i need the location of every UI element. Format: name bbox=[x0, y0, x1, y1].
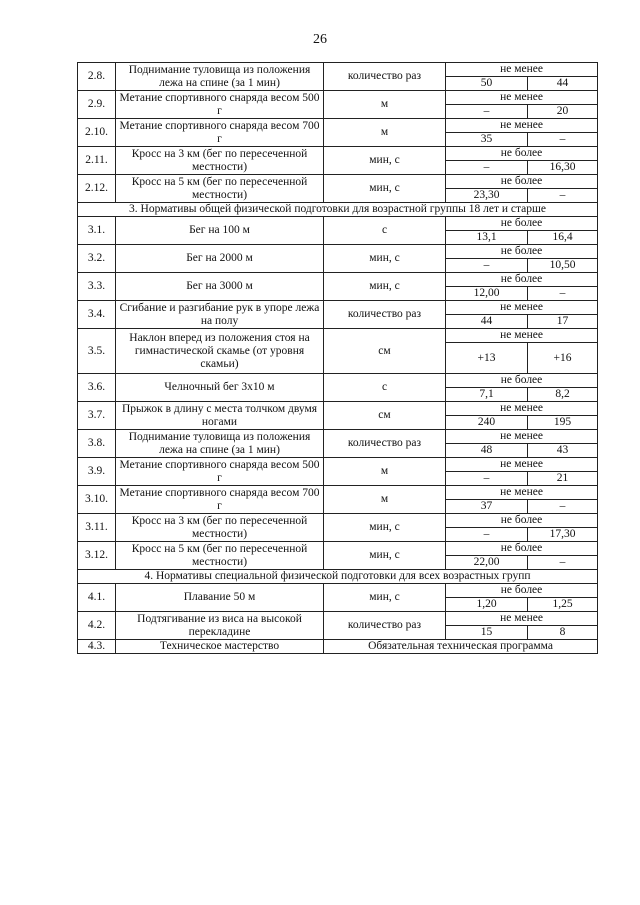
exercise-name: Техническое мастерство bbox=[116, 640, 324, 654]
unit: м bbox=[324, 119, 446, 147]
value-b: 195 bbox=[528, 416, 598, 430]
exercise-name: Бег на 3000 м bbox=[116, 273, 324, 301]
value-a: 240 bbox=[446, 416, 528, 430]
unit: см bbox=[324, 402, 446, 430]
technical-program: Обязательная техническая программа bbox=[324, 640, 598, 654]
row-number: 4.2. bbox=[78, 612, 116, 640]
exercise-name: Метание спортивного снаряда весом 500 г bbox=[116, 91, 324, 119]
normatives-table bbox=[77, 62, 598, 654]
unit: см bbox=[324, 329, 446, 374]
unit: м bbox=[324, 458, 446, 486]
value-a: 44 bbox=[446, 315, 528, 329]
row-number: 3.5. bbox=[78, 329, 116, 374]
exercise-name: Подтягивание из виса на высокой перекладине bbox=[116, 612, 324, 640]
value-b: 8 bbox=[528, 626, 598, 640]
unit: мин, с bbox=[324, 542, 446, 570]
condition: не более bbox=[446, 374, 598, 388]
row-number: 3.1. bbox=[78, 217, 116, 245]
section-header-row bbox=[78, 203, 598, 217]
value-a: 12,00 bbox=[446, 287, 528, 301]
table-row bbox=[78, 458, 598, 472]
value-a: – bbox=[446, 259, 528, 273]
table-row bbox=[78, 640, 598, 654]
condition: не более bbox=[446, 273, 598, 287]
table-row bbox=[78, 175, 598, 189]
value-a: – bbox=[446, 105, 528, 119]
condition: не более bbox=[446, 217, 598, 231]
unit: м bbox=[324, 486, 446, 514]
table-row bbox=[78, 63, 598, 77]
condition: не более bbox=[446, 245, 598, 259]
row-number: 2.11. bbox=[78, 147, 116, 175]
condition: не менее bbox=[446, 402, 598, 416]
unit: количество раз bbox=[324, 63, 446, 91]
unit: мин, с bbox=[324, 147, 446, 175]
normatives-table-body bbox=[78, 63, 598, 654]
row-number: 4.1. bbox=[78, 584, 116, 612]
value-a: 13,1 bbox=[446, 231, 528, 245]
condition: не менее bbox=[446, 430, 598, 444]
value-a: 50 bbox=[446, 77, 528, 91]
page-number: 26 bbox=[313, 32, 327, 47]
table-row bbox=[78, 119, 598, 133]
section-3-title: 3. Нормативы общей физической подготовки для возрастной группы 18 лет и старше bbox=[78, 203, 598, 217]
table-row bbox=[78, 91, 598, 105]
value-b: 17 bbox=[528, 315, 598, 329]
exercise-name: Бег на 2000 м bbox=[116, 245, 324, 273]
unit: м bbox=[324, 91, 446, 119]
value-b: +16 bbox=[528, 343, 598, 374]
value-a: 37 bbox=[446, 500, 528, 514]
table-row bbox=[78, 147, 598, 161]
condition: не менее bbox=[446, 63, 598, 77]
table-row bbox=[78, 542, 598, 556]
unit: количество раз bbox=[324, 612, 446, 640]
exercise-name: Прыжок в длину с места толчком двумя ногами bbox=[116, 402, 324, 430]
condition: не более bbox=[446, 514, 598, 528]
unit: мин, с bbox=[324, 245, 446, 273]
table-row bbox=[78, 273, 598, 287]
table-row bbox=[78, 217, 598, 231]
table-row bbox=[78, 486, 598, 500]
exercise-name: Метание спортивного снаряда весом 700 г bbox=[116, 486, 324, 514]
unit: с bbox=[324, 374, 446, 402]
unit: мин, с bbox=[324, 175, 446, 203]
value-b: 17,30 bbox=[528, 528, 598, 542]
row-number: 3.8. bbox=[78, 430, 116, 458]
value-b: – bbox=[528, 189, 598, 203]
value-b: 43 bbox=[528, 444, 598, 458]
row-number: 2.10. bbox=[78, 119, 116, 147]
value-a: – bbox=[446, 472, 528, 486]
value-b: 10,50 bbox=[528, 259, 598, 273]
row-number: 2.8. bbox=[78, 63, 116, 91]
value-b: – bbox=[528, 287, 598, 301]
condition: не менее bbox=[446, 301, 598, 315]
value-b: 16,4 bbox=[528, 231, 598, 245]
value-b: – bbox=[528, 133, 598, 147]
exercise-name: Челночный бег 3х10 м bbox=[116, 374, 324, 402]
condition: не более bbox=[446, 542, 598, 556]
table-row bbox=[78, 430, 598, 444]
value-b: 20 bbox=[528, 105, 598, 119]
row-number: 3.11. bbox=[78, 514, 116, 542]
condition: не менее bbox=[446, 458, 598, 472]
condition: не менее bbox=[446, 119, 598, 133]
row-number: 3.9. bbox=[78, 458, 116, 486]
value-b: 1,25 bbox=[528, 598, 598, 612]
exercise-name: Плавание 50 м bbox=[116, 584, 324, 612]
table-row bbox=[78, 301, 598, 315]
row-number: 3.10. bbox=[78, 486, 116, 514]
exercise-name: Кросс на 3 км (бег по пересеченной местности) bbox=[116, 514, 324, 542]
condition: не более bbox=[446, 147, 598, 161]
exercise-name: Кросс на 3 км (бег по пересеченной местности) bbox=[116, 147, 324, 175]
exercise-name: Метание спортивного снаряда весом 500 г bbox=[116, 458, 324, 486]
exercise-name: Кросс на 5 км (бег по пересеченной местности) bbox=[116, 542, 324, 570]
table-row bbox=[78, 402, 598, 416]
value-b: 21 bbox=[528, 472, 598, 486]
exercise-name: Наклон вперед из положения стоя на гимнастической скамье (от уровня скамьи) bbox=[116, 329, 324, 374]
unit: количество раз bbox=[324, 430, 446, 458]
row-number: 2.9. bbox=[78, 91, 116, 119]
row-number: 3.6. bbox=[78, 374, 116, 402]
row-number: 3.7. bbox=[78, 402, 116, 430]
value-b: 16,30 bbox=[528, 161, 598, 175]
condition: не менее bbox=[446, 91, 598, 105]
exercise-name: Поднимание туловища из положения лежа на спине (за 1 мин) bbox=[116, 63, 324, 91]
unit: с bbox=[324, 217, 446, 245]
unit: мин, с bbox=[324, 273, 446, 301]
unit: количество раз bbox=[324, 301, 446, 329]
exercise-name: Поднимание туловища из положения лежа на спине (за 1 мин) bbox=[116, 430, 324, 458]
condition: не менее bbox=[446, 486, 598, 500]
exercise-name: Бег на 100 м bbox=[116, 217, 324, 245]
row-number: 3.12. bbox=[78, 542, 116, 570]
value-a: 1,20 bbox=[446, 598, 528, 612]
value-a: – bbox=[446, 528, 528, 542]
section-4-title: 4. Нормативы специальной физической подготовки для всех возрастных групп bbox=[78, 570, 598, 584]
value-a: 7,1 bbox=[446, 388, 528, 402]
value-a: 48 bbox=[446, 444, 528, 458]
exercise-name: Кросс на 5 км (бег по пересеченной местности) bbox=[116, 175, 324, 203]
exercise-name: Сгибание и разгибание рук в упоре лежа на полу bbox=[116, 301, 324, 329]
value-b: 8,2 bbox=[528, 388, 598, 402]
unit: мин, с bbox=[324, 584, 446, 612]
exercise-name: Метание спортивного снаряда весом 700 г bbox=[116, 119, 324, 147]
table-row bbox=[78, 374, 598, 388]
value-a: – bbox=[446, 161, 528, 175]
value-a: 35 bbox=[446, 133, 528, 147]
table-row bbox=[78, 584, 598, 598]
table-row bbox=[78, 329, 598, 343]
table-row bbox=[78, 514, 598, 528]
value-a: +13 bbox=[446, 343, 528, 374]
row-number: 3.4. bbox=[78, 301, 116, 329]
condition: не более bbox=[446, 175, 598, 189]
value-a: 15 bbox=[446, 626, 528, 640]
row-number: 3.3. bbox=[78, 273, 116, 301]
condition: не менее bbox=[446, 612, 598, 626]
condition: не более bbox=[446, 584, 598, 598]
value-b: – bbox=[528, 500, 598, 514]
value-a: 22,00 bbox=[446, 556, 528, 570]
table-row bbox=[78, 612, 598, 626]
value-b: – bbox=[528, 556, 598, 570]
section-header-row bbox=[78, 570, 598, 584]
value-b: 44 bbox=[528, 77, 598, 91]
row-number: 2.12. bbox=[78, 175, 116, 203]
row-number: 4.3. bbox=[78, 640, 116, 654]
unit: мин, с bbox=[324, 514, 446, 542]
table-row bbox=[78, 245, 598, 259]
condition: не менее bbox=[446, 329, 598, 343]
row-number: 3.2. bbox=[78, 245, 116, 273]
value-a: 23,30 bbox=[446, 189, 528, 203]
